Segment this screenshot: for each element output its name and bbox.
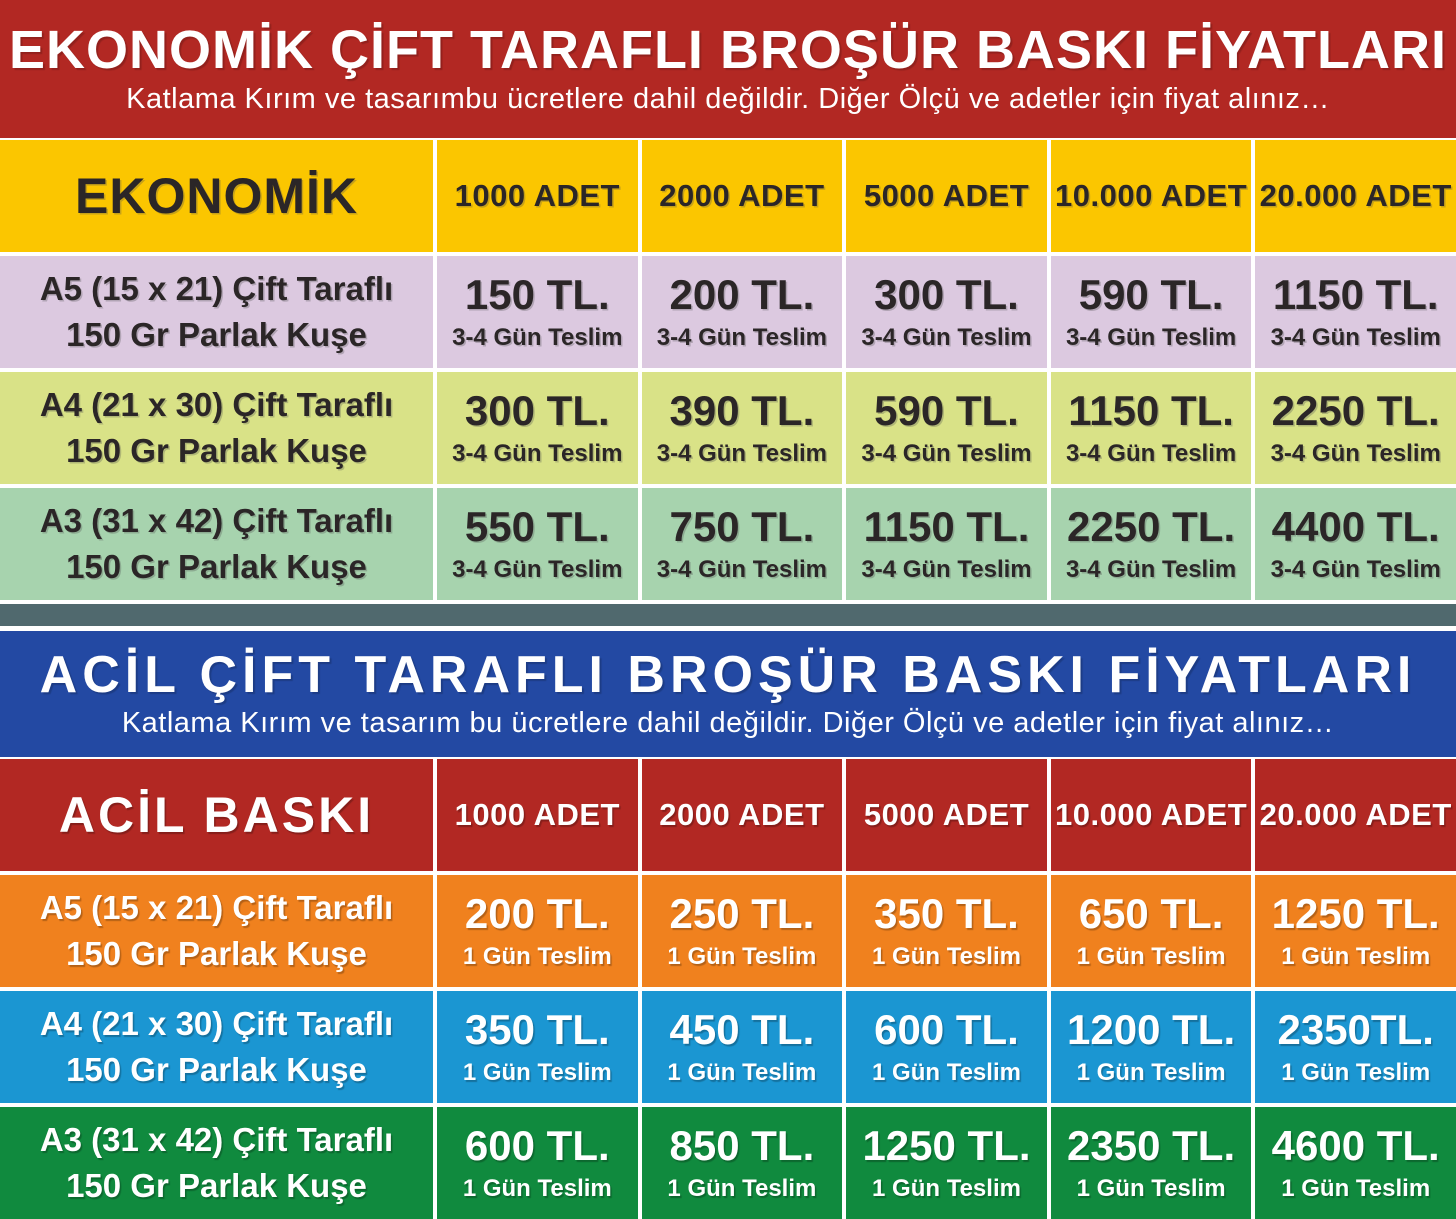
row-label-a4 xyxy=(0,372,433,484)
price-cell xyxy=(1051,488,1252,600)
row-label-a3 xyxy=(0,1107,433,1219)
price-amount: 350 TL. xyxy=(464,1005,610,1053)
delivery-label: 1 Gün Teslim xyxy=(462,1059,612,1087)
price-amount: 1150 TL. xyxy=(1068,386,1234,434)
price-cell xyxy=(1255,991,1456,1103)
delivery-label: 1 Gün Teslim xyxy=(1076,1175,1226,1203)
price-cell xyxy=(642,1107,843,1219)
price-cell xyxy=(437,1107,638,1219)
delivery-label: 3-4 Gün Teslim xyxy=(861,556,1032,584)
delivery-label: 3-4 Gün Teslim xyxy=(452,324,623,352)
ekonomik-subtitle: Katlama Kırım ve tasarımbu ücretlere dahil değildir. Diğer Ölçü ve adetler için fiyat alınız… xyxy=(126,82,1330,115)
price-amount: 300 TL. xyxy=(464,386,610,434)
price-amount: 750 TL. xyxy=(669,502,815,550)
delivery-label: 3-4 Gün Teslim xyxy=(452,440,623,468)
price-cell xyxy=(1051,256,1252,368)
row-label-a3 xyxy=(0,488,433,600)
ekonomik-title: EKONOMİK ÇİFT TARAFLI BROŞÜR BASKI FİYATLARI xyxy=(9,20,1447,81)
price-cell xyxy=(1255,372,1456,484)
row-label-line1: A5 (15 x 21) Çift Taraflı xyxy=(39,888,394,926)
delivery-label: 3-4 Gün Teslim xyxy=(1065,440,1237,468)
row-label-line1: A4 (21 x 30) Çift Taraflı xyxy=(39,385,394,423)
column-header-5000: 5000 ADET xyxy=(846,140,1047,252)
delivery-label: 3-4 Gün Teslim xyxy=(1065,556,1237,584)
column-header-20000: 20.000 ADET xyxy=(1255,140,1456,252)
delivery-label: 3-4 Gün Teslim xyxy=(861,324,1032,352)
price-amount: 4400 TL. xyxy=(1271,502,1440,550)
delivery-label: 3-4 Gün Teslim xyxy=(1270,440,1441,468)
delivery-label: 1 Gün Teslim xyxy=(1281,1059,1431,1087)
column-header-1000: 1000 ADET xyxy=(437,140,638,252)
price-amount: 200 TL. xyxy=(669,270,815,318)
price-cell xyxy=(1051,875,1252,987)
price-cell xyxy=(846,372,1047,484)
price-cell xyxy=(642,875,843,987)
price-cell xyxy=(1255,256,1456,368)
delivery-label: 1 Gün Teslim xyxy=(1076,1059,1226,1087)
delivery-label: 3-4 Gün Teslim xyxy=(861,440,1032,468)
price-amount: 300 TL. xyxy=(874,270,1019,318)
row-label-a4 xyxy=(0,991,433,1103)
price-cell xyxy=(437,372,638,484)
price-cell xyxy=(642,991,843,1103)
price-amount: 200 TL. xyxy=(464,889,610,937)
delivery-label: 3-4 Gün Teslim xyxy=(452,556,623,584)
row-label-line1: A3 (31 x 42) Çift Taraflı xyxy=(39,501,394,539)
price-cell xyxy=(1255,488,1456,600)
ekonomik-corner-cell: EKONOMİK xyxy=(0,140,433,252)
price-amount: 2250 TL. xyxy=(1067,502,1236,550)
delivery-label: 1 Gün Teslim xyxy=(667,1059,817,1087)
delivery-label: 3-4 Gün Teslim xyxy=(656,324,828,352)
price-cell xyxy=(846,256,1047,368)
delivery-label: 1 Gün Teslim xyxy=(462,943,612,971)
price-cell xyxy=(437,488,638,600)
price-amount: 390 TL. xyxy=(669,386,815,434)
price-amount: 4600 TL. xyxy=(1271,1121,1440,1169)
delivery-label: 1 Gün Teslim xyxy=(1281,1175,1431,1203)
row-label-line2: 150 Gr Parlak Kuşe xyxy=(66,432,367,469)
price-amount: 1250 TL. xyxy=(862,1121,1031,1169)
column-header-5000: 5000 ADET xyxy=(846,759,1047,871)
delivery-label: 1 Gün Teslim xyxy=(667,1175,817,1203)
row-label-a5 xyxy=(0,875,433,987)
row-label-line2: 150 Gr Parlak Kuşe xyxy=(66,316,367,353)
price-amount: 2250 TL. xyxy=(1271,386,1440,434)
price-amount: 450 TL. xyxy=(669,1005,815,1053)
delivery-label: 3-4 Gün Teslim xyxy=(1065,324,1237,352)
column-header-2000: 2000 ADET xyxy=(642,140,843,252)
price-cell xyxy=(846,991,1047,1103)
price-amount: 250 TL. xyxy=(669,889,815,937)
acil-header-band xyxy=(0,631,1456,757)
price-cell xyxy=(642,372,843,484)
delivery-label: 1 Gün Teslim xyxy=(872,1059,1021,1087)
column-header-20000: 20.000 ADET xyxy=(1255,759,1456,871)
column-header-10000: 10.000 ADET xyxy=(1051,759,1252,871)
acil-corner-cell: ACİL BASKI xyxy=(0,759,433,871)
price-cell xyxy=(1255,875,1456,987)
price-cell xyxy=(437,991,638,1103)
row-label-line2: 150 Gr Parlak Kuşe xyxy=(66,935,367,972)
acil-subtitle: Katlama Kırım ve tasarım bu ücretlere dahil değildir. Diğer Ölçü ve adetler için fiyat alınız… xyxy=(121,706,1335,739)
price-amount: 2350 TL. xyxy=(1067,1121,1236,1169)
delivery-label: 1 Gün Teslim xyxy=(1076,943,1226,971)
price-cell xyxy=(846,875,1047,987)
price-amount: 350 TL. xyxy=(874,889,1019,937)
price-cell xyxy=(846,488,1047,600)
row-label-line1: A5 (15 x 21) Çift Taraflı xyxy=(39,269,394,307)
price-cell xyxy=(1051,991,1252,1103)
price-amount: 550 TL. xyxy=(464,502,610,550)
delivery-label: 1 Gün Teslim xyxy=(872,943,1021,971)
price-amount: 150 TL. xyxy=(464,270,610,318)
price-cell xyxy=(642,488,843,600)
price-cell xyxy=(437,875,638,987)
price-cell xyxy=(642,256,843,368)
price-amount: 650 TL. xyxy=(1078,889,1224,937)
row-label-line2: 150 Gr Parlak Kuşe xyxy=(66,548,367,585)
column-header-1000: 1000 ADET xyxy=(437,759,638,871)
delivery-label: 3-4 Gün Teslim xyxy=(656,440,828,468)
price-cell xyxy=(437,256,638,368)
price-amount: 590 TL. xyxy=(1078,270,1224,318)
delivery-label: 3-4 Gün Teslim xyxy=(1270,556,1441,584)
delivery-label: 3-4 Gün Teslim xyxy=(1270,324,1441,352)
delivery-label: 1 Gün Teslim xyxy=(872,1175,1021,1203)
delivery-label: 1 Gün Teslim xyxy=(667,943,817,971)
row-label-line2: 150 Gr Parlak Kuşe xyxy=(66,1051,367,1088)
row-label-a5 xyxy=(0,256,433,368)
price-amount: 1200 TL. xyxy=(1067,1005,1236,1053)
price-amount: 850 TL. xyxy=(669,1121,815,1169)
acil-price-table xyxy=(0,759,1456,1219)
delivery-label: 1 Gün Teslim xyxy=(462,1175,612,1203)
acil-title: ACİL ÇİFT TARAFLI BROŞÜR BASKI FİYATLARI xyxy=(39,646,1417,705)
price-cell xyxy=(846,1107,1047,1219)
column-header-10000: 10.000 ADET xyxy=(1051,140,1252,252)
row-label-line1: A3 (31 x 42) Çift Taraflı xyxy=(39,1120,394,1158)
price-cell xyxy=(1255,1107,1456,1219)
price-amount: 2350TL. xyxy=(1277,1005,1434,1053)
price-amount: 590 TL. xyxy=(874,386,1019,434)
row-label-line2: 150 Gr Parlak Kuşe xyxy=(66,1167,367,1204)
ekonomik-price-table xyxy=(0,140,1456,600)
row-label-line1: A4 (21 x 30) Çift Taraflı xyxy=(39,1004,394,1042)
section-separator-bar xyxy=(0,604,1456,626)
price-cell xyxy=(1051,1107,1252,1219)
delivery-label: 3-4 Gün Teslim xyxy=(656,556,828,584)
price-amount: 1150 TL. xyxy=(1272,270,1439,318)
price-amount: 1250 TL. xyxy=(1271,889,1440,937)
price-amount: 600 TL. xyxy=(874,1005,1019,1053)
price-cell xyxy=(1051,372,1252,484)
delivery-label: 1 Gün Teslim xyxy=(1281,943,1431,971)
price-amount: 1150 TL. xyxy=(863,502,1030,550)
price-amount: 600 TL. xyxy=(464,1121,610,1169)
column-header-2000: 2000 ADET xyxy=(642,759,843,871)
ekonomik-header-band xyxy=(0,0,1456,138)
